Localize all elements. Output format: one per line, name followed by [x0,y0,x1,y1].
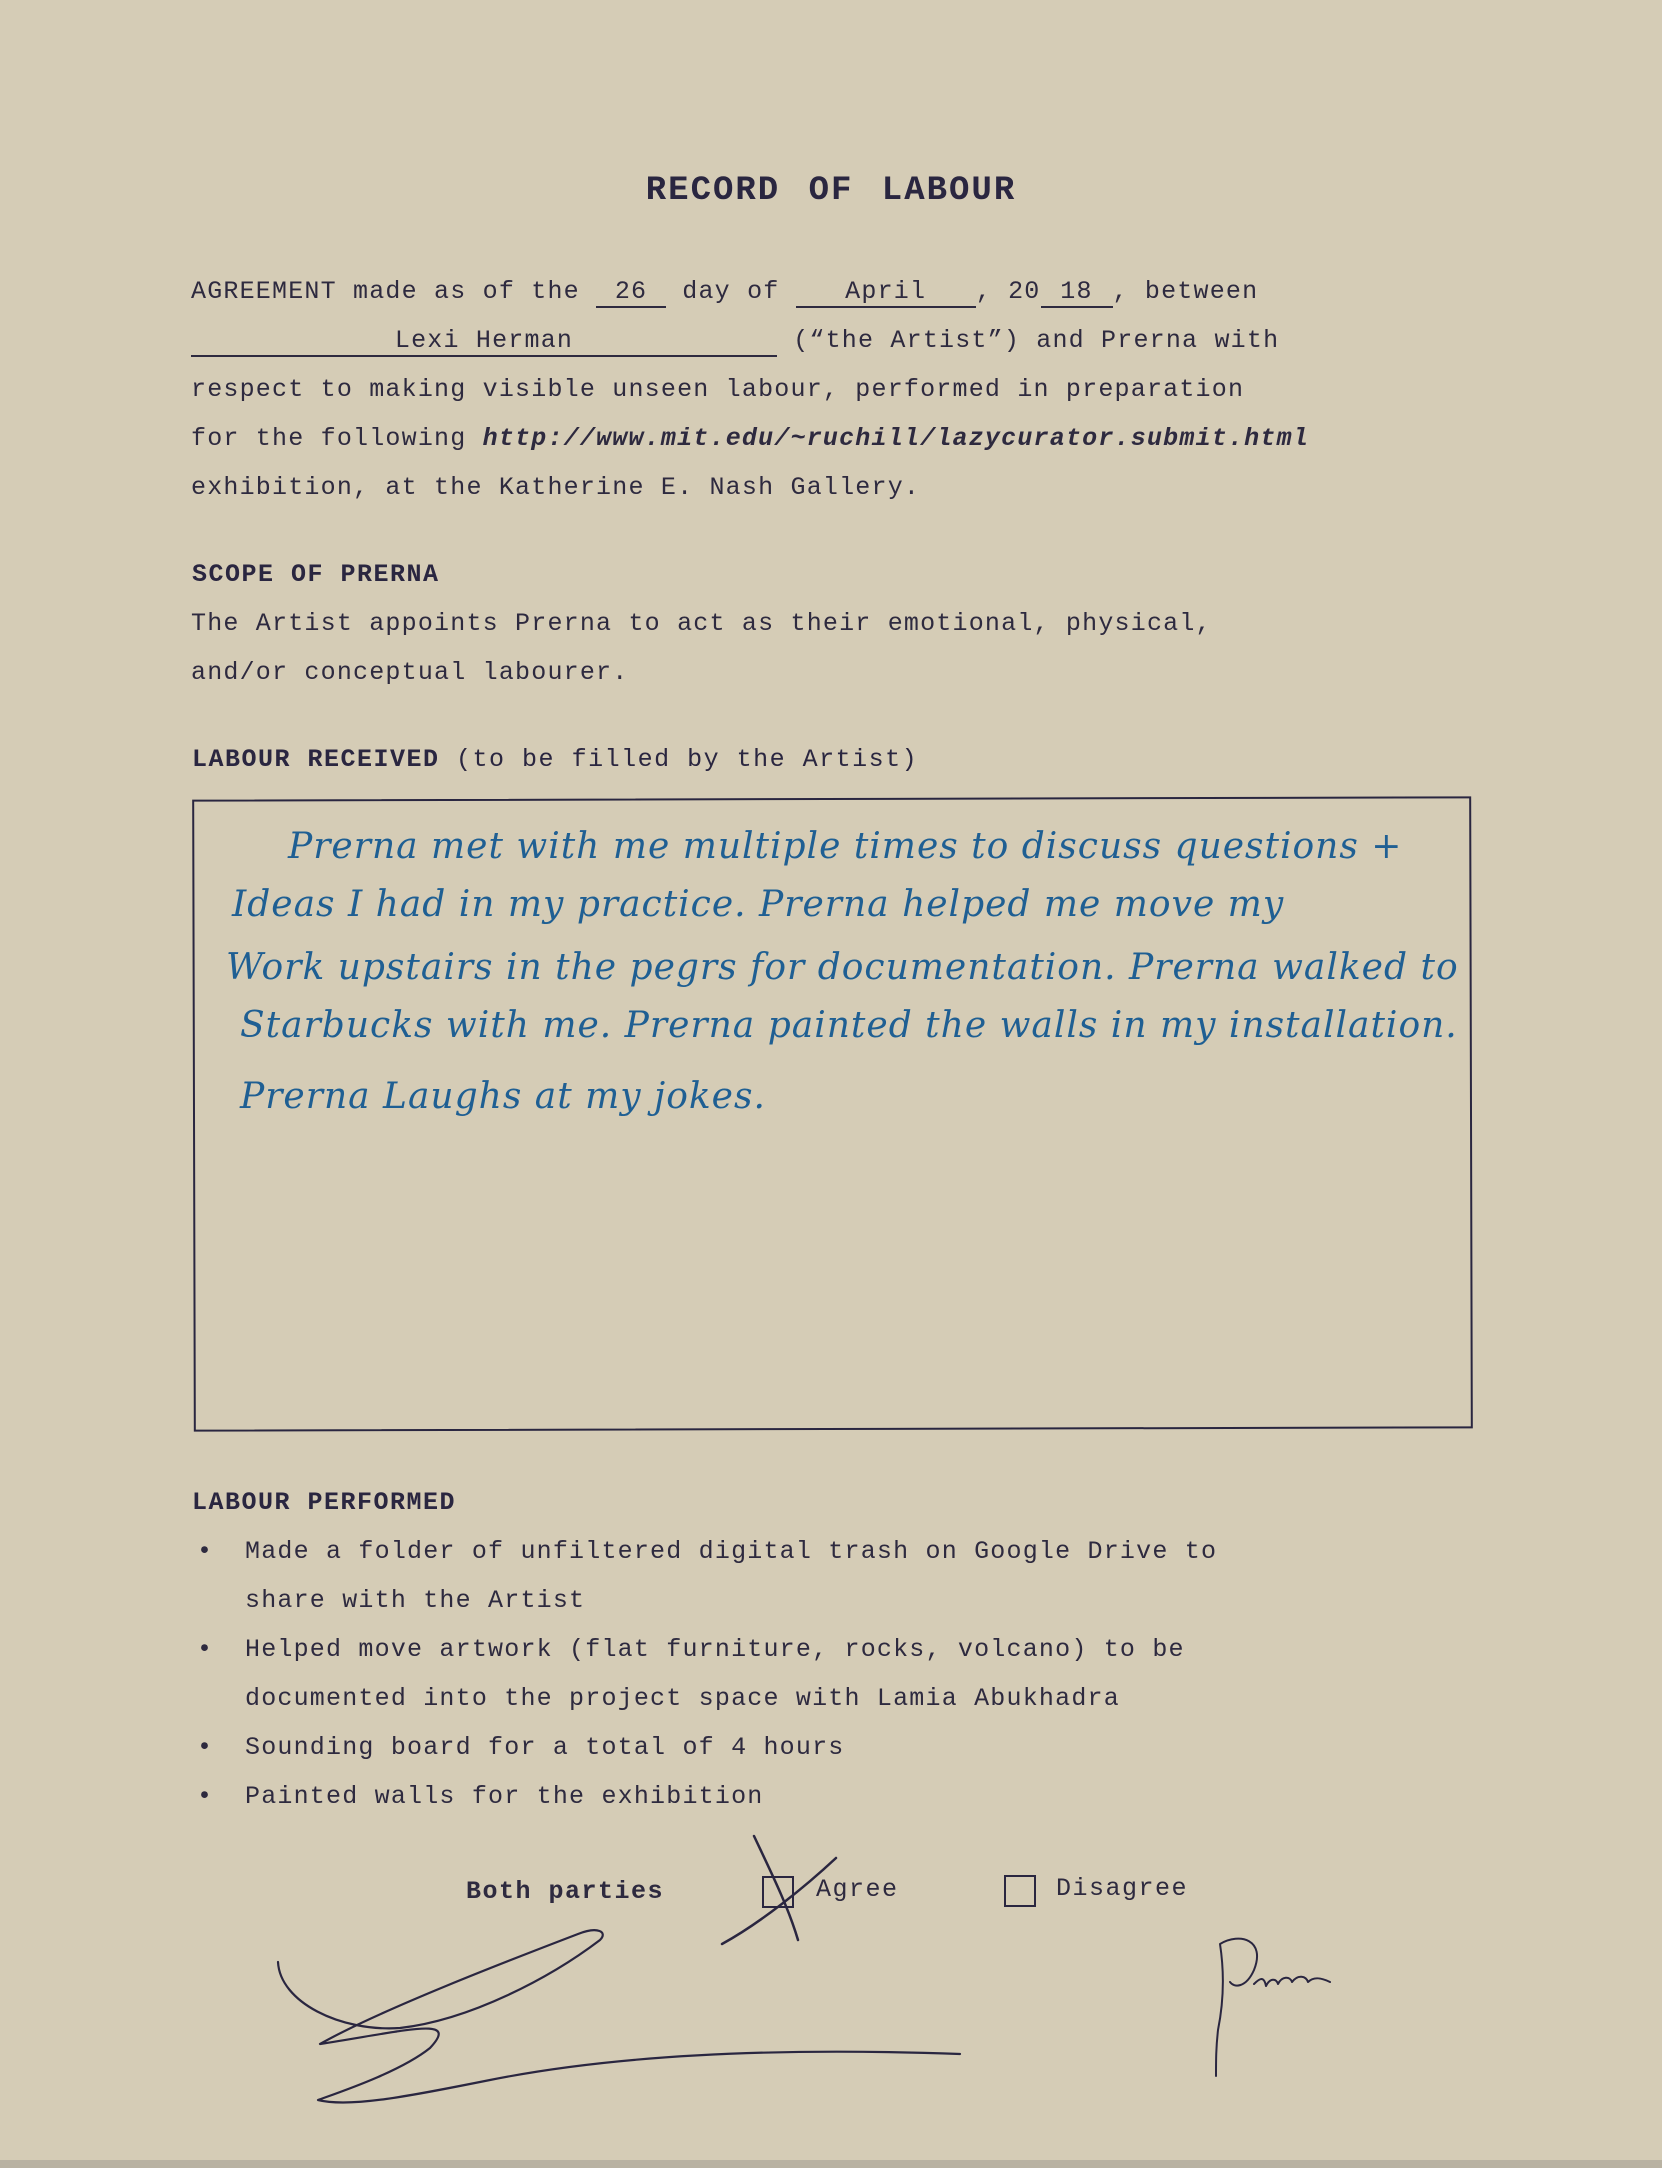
scope-line-1: The Artist appoints Prerna to act as their emotional, physical, [191,609,1212,638]
labour-item: • Made a folder of unfiltered digital trash on Google Drive to share with the Artist [197,1537,1218,1615]
handwritten-line-5: Prerna Laughs at my jokes. [240,1076,766,1117]
handwritten-line-2: Ideas I had in my practice. Prerna helped me move my [232,884,1285,925]
exhibition-url: http://www.mit.edu/~ruchill/lazycurator.submit.html [482,424,1309,453]
handwritten-line-1: Prerna met with me multiple times to discuss questions + [288,826,1403,867]
bullet: • [197,1537,214,1566]
labour-item: • Sounding board for a total of 4 hours [197,1731,1497,1771]
agreement-line-4: for the following http://www.mit.edu/~ruchill/lazycurator.submit.html [191,424,1309,453]
labour-performed-heading: LABOUR PERFORMED [192,1488,457,1517]
agreement-line-5: exhibition, at the Katherine E. Nash Gallery. [191,473,921,502]
agreement-day-field: 26 [596,278,666,308]
disagree-label: Disagree [1056,1874,1189,1903]
handwritten-line-4: Starbucks with me. Prerna painted the walls in my installation. [240,1005,1458,1046]
page-bottom-edge [0,2160,1662,2168]
labour-item: • Helped move artwork (flat furniture, rocks, volcano) to be documented into the project space with Lamia Abukhadra [197,1635,1185,1713]
artist-name-field: Lexi Herman [191,327,777,357]
agree-label: Agree [816,1875,899,1904]
scope-line-2: and/or conceptual labourer. [191,658,629,687]
disagree-checkbox[interactable] [1004,1875,1036,1907]
agreement-line-1: AGREEMENT made as of the 26 day of April , 20 18 , between [191,277,1259,306]
artist-signature-icon [260,1920,980,2120]
handwritten-line-3: Work upstairs in the pegrs for documentation. Prerna walked to [226,947,1459,988]
bullet: • [197,1733,214,1762]
labour-received-heading: LABOUR RECEIVED (to be filled by the Artist) [192,745,919,774]
document-title: RECORD OF LABOUR [645,172,1017,210]
agreement-year-field: 18 [1041,278,1113,308]
agreement-month-field: April [796,278,976,308]
agreement-line-3: respect to making visible unseen labour, performed in preparation [191,375,1245,404]
both-parties-label: Both parties [466,1877,665,1906]
labour-item: • Painted walls for the exhibition [197,1780,1497,1820]
prerna-signature-icon [1190,1920,1350,2080]
scope-heading: SCOPE OF PRERNA [192,560,440,589]
bullet: • [197,1782,214,1811]
bullet: • [197,1635,214,1664]
agreement-line-2: Lexi Herman (“the Artist”) and Prerna with [191,324,1279,358]
